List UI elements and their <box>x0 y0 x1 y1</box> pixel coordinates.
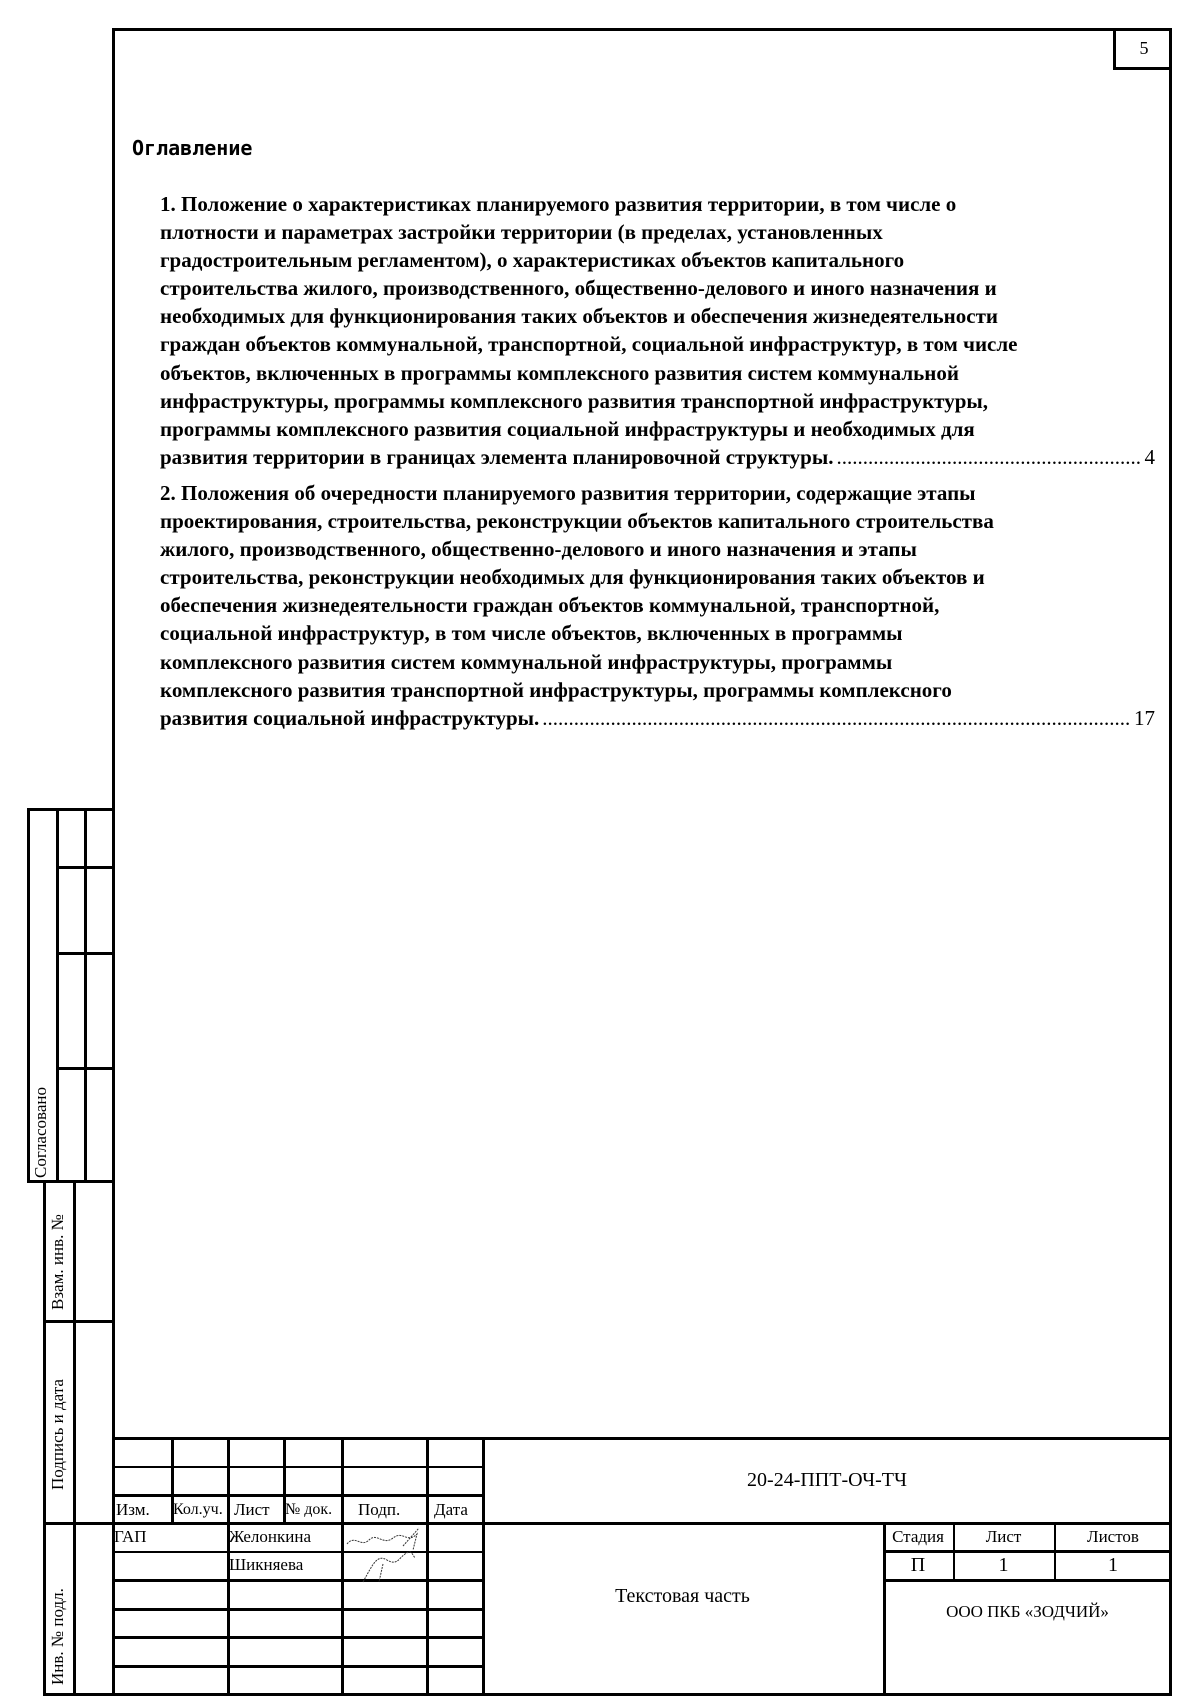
col-header-change: Изм. <box>116 1500 150 1519</box>
toc-line: проектирования, строительства, реконструкции объектов капитального строительства <box>160 509 994 534</box>
toc-line: комплексного развития транспортной инфраструктуры, программы комплексного <box>160 677 952 702</box>
toc-line: строительства, реконструкции необходимых для функционирования таких объектов и <box>160 565 985 590</box>
col-header-date: Дата <box>434 1500 468 1519</box>
toc-line: строительства жилого, производственного, общественно-делового и иного назначения и <box>160 276 997 301</box>
person-zhelonkina: Желонкина <box>229 1527 311 1546</box>
toc-line: комплексного развития систем коммунальной инфраструктуры, программы <box>160 649 893 674</box>
stage-label: Стадия <box>892 1527 944 1546</box>
toc-line: объектов, включенных в программы комплексного развития систем коммунальной <box>160 360 959 385</box>
toc-page: 4 <box>1144 444 1155 469</box>
toc-line: развития социальной инфраструктуры. <box>160 705 540 730</box>
toc-line: социальной инфраструктур, в том числе объектов, включенных в программы <box>160 621 903 646</box>
document-code: 20-24-ППТ-ОЧ-ТЧ <box>747 1469 907 1491</box>
toc-line: жилого, производственного, общественно-делового и иного назначения и этапы <box>160 537 917 562</box>
col-header-signature: Подп. <box>358 1500 401 1519</box>
dot-leader <box>837 443 1142 471</box>
dot-leader <box>542 704 1131 732</box>
toc-line: 2. Положения об очередности планируемого развития территории, содержащие этапы <box>160 481 976 505</box>
toc-item-2[interactable] <box>160 479 1155 732</box>
toc-line: обеспечения жизнедеятельности граждан объектов коммунальной, транспортной, <box>160 593 940 618</box>
replace-inv-label: Взам. инв. № <box>48 1214 67 1310</box>
toc-line: развития территории в границах элемента планировочной структуры. <box>160 444 834 469</box>
document-title: Текстовая часть <box>615 1585 750 1607</box>
sign-date-label: Подпись и дата <box>48 1379 67 1490</box>
stage-value: П <box>910 1554 926 1576</box>
toc-line: граждан объектов коммунальной, транспортной, социальной инфраструктур, в том числе <box>160 332 1018 357</box>
signature-1 <box>343 1524 425 1584</box>
sheet-label: Лист <box>985 1527 1022 1546</box>
inv-orig-label: Инв. № подл. <box>48 1588 67 1685</box>
page-number: 5 <box>1113 28 1172 70</box>
sheets-label: Листов <box>1087 1527 1139 1546</box>
person-shiknyaeva: Шикняева <box>229 1555 304 1574</box>
toc-line: инфраструктуры, программы комплексного развития транспортной инфраструктуры, <box>160 388 989 413</box>
col-header-count: Кол.уч. <box>173 1501 223 1518</box>
toc-line: градостроительным регламентом), о характеристиках объектов капитального <box>160 248 905 273</box>
toc-heading: Оглавление <box>132 136 253 160</box>
toc-line: необходимых для функционирования таких объектов и обеспечения жизнедеятельности <box>160 304 999 329</box>
col-header-docnum: № док. <box>285 1501 333 1518</box>
organization-name: ООО ПКБ «ЗОДЧИЙ» <box>946 1602 1109 1621</box>
role-gap: ГАП <box>114 1527 147 1546</box>
sheets-value: 1 <box>1108 1554 1118 1576</box>
toc-item-1[interactable] <box>160 190 1155 471</box>
toc-line: плотности и параметрах застройки территории (в пределах, установленных <box>160 220 883 245</box>
sheet-value: 1 <box>998 1554 1009 1576</box>
toc-page: 17 <box>1134 705 1155 730</box>
toc-line: 1. Положение о характеристиках планируемого развития территории, в том числе о <box>160 192 957 216</box>
toc-line: программы комплексного развития социальной инфраструктуры и необходимых для <box>160 416 975 441</box>
col-header-sheet: Лист <box>234 1500 270 1519</box>
agreed-label: Согласовано <box>31 1087 50 1178</box>
